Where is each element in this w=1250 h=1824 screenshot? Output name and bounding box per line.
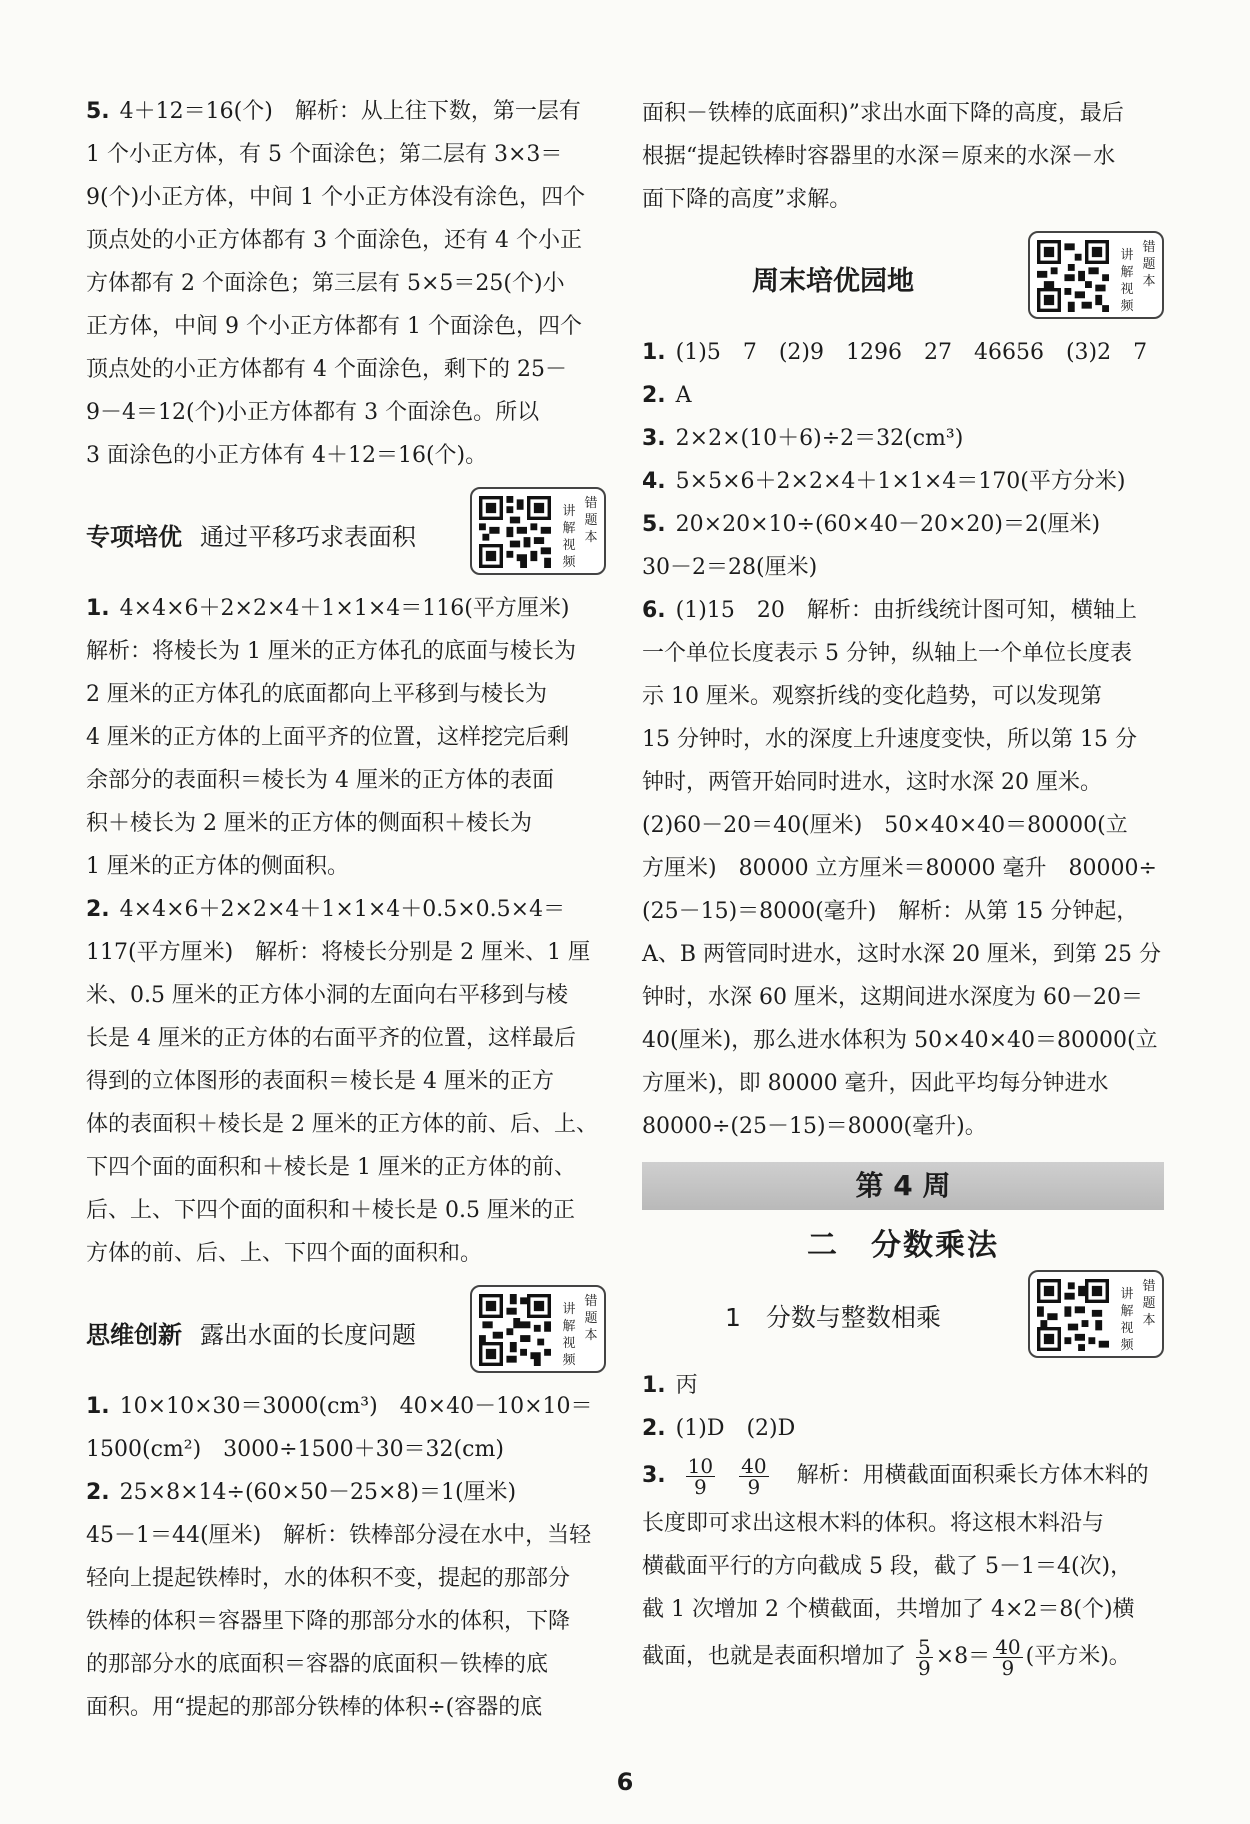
qr-code-badge[interactable] [470, 487, 606, 575]
text-line: 铁棒的体积＝容器里下降的那部分水的体积，下降 [86, 1609, 571, 1634]
fraction: $\frac{10}{9}$ [687, 1453, 714, 1499]
text-line: 1. 丙 [642, 1373, 698, 1398]
text-line: 1. 4×4×6＋2×2×4＋1×1×4＝116(平方厘米) [86, 596, 570, 621]
text-line: 余部分的表面积＝棱长为 4 厘米的正方体的表面 [86, 768, 554, 793]
section-title: 周末培优园地 [752, 266, 914, 297]
section-1-answers [86, 587, 606, 1275]
text-line: 长是 4 厘米的正方体的右面平齐的位置，这样最后 [86, 1026, 576, 1051]
chapter-title: 二 分数乘法 [807, 1228, 999, 1263]
text-line: 6. (1)15 20 解析：由折线统计图可知，横轴上 [642, 598, 1137, 623]
fraction: $\frac{5}{9}$ [918, 1634, 931, 1680]
text-line: 钟时，水深 60 厘米，这期间进水深度为 60－20＝ [642, 985, 1143, 1010]
section-2-answers [86, 1385, 606, 1729]
qr-label-book: 错题本 [1142, 1279, 1156, 1328]
text-line: 2. A [642, 383, 692, 408]
text-line: 2. (1)D (2)D [642, 1416, 796, 1441]
section-header-weekend [642, 231, 1164, 323]
answer-5-block [86, 90, 606, 477]
section-header-translation [86, 487, 606, 579]
qr-code-badge[interactable] [1028, 1270, 1164, 1358]
text-line: 2 厘米的正方体孔的底面都向上平移到与棱长为 [86, 682, 547, 707]
section-title: 思维创新 露出水面的长度问题 [86, 1321, 416, 1349]
text-line: 1. (1)5 7 (2)9 1296 27 46656 (3)2 7 [642, 340, 1148, 365]
text-line: 截 1 次增加 2 个横截面，共增加了 4×2＝8(个)横 [642, 1597, 1135, 1622]
text-line: 9(个)小正方体，中间 1 个小正方体没有涂色，四个 [86, 185, 586, 210]
qr-label-book: 错题本 [584, 1294, 598, 1343]
text-line: 方体都有 2 个面涂色；第三层有 5×5＝25(个)小 [86, 271, 565, 296]
qr-label-video: 讲解视频 [1120, 1287, 1134, 1353]
text-line: (25－15)＝8000(毫升) 解析：从第 15 分钟起， [642, 899, 1139, 924]
page-number: 6 [616, 1768, 634, 1796]
qr-label-video: 讲解视频 [562, 1302, 576, 1368]
text-line: 体的表面积＋棱长是 2 厘米的正方体的前、后、上、 [86, 1112, 598, 1137]
text-line: 1 厘米的正方体的侧面积。 [86, 854, 349, 879]
text-line: 轻向上提起铁棒时，水的体积不变，提起的那部分 [86, 1566, 571, 1591]
qr-label-book: 错题本 [1142, 240, 1156, 289]
qr-code-icon [479, 1294, 551, 1366]
text-line: 正方体，中间 9 个小正方体都有 1 个面涂色，四个 [86, 314, 582, 339]
text-line: 1 个小正方体，有 5 个面涂色；第二层有 3×3＝ [86, 142, 563, 167]
continuation-block [642, 92, 1164, 221]
qr-code-badge[interactable] [470, 1285, 606, 1373]
text-line: 示 10 厘米。观察折线的变化趋势，可以发现第 [642, 684, 1102, 709]
text-line: 面积。用“提起的那部分铁棒的体积÷(容器的底 [86, 1695, 543, 1720]
text-line: 下四个面的面积和＋棱长是 1 厘米的正方体的前、 [86, 1155, 576, 1180]
section-3-answers [642, 331, 1164, 1148]
text-line: 1500(cm²) 3000÷1500＋30＝32(cm) [86, 1437, 504, 1462]
left-column [86, 90, 606, 1729]
text-line: 方厘米) 80000 立方厘米＝80000 毫升 80000÷ [642, 856, 1157, 881]
text-line: 15 分钟时，水的深度上升速度变快，所以第 15 分 [642, 727, 1137, 752]
text-line: 长度即可求出这根木料的体积。将这根木料沿与 [642, 1511, 1105, 1536]
text-line: 5. 4＋12＝16(个) 解析：从上往下数，第一层有 [86, 99, 581, 124]
qr-label-book: 错题本 [584, 496, 598, 545]
qr-code-icon [1037, 240, 1109, 312]
text-line: 得到的立体图形的表面积＝棱长是 4 厘米的正方 [86, 1069, 554, 1094]
text-line: 截面，也就是表面积增加了 $\frac{5}{9}$ ×8＝ $\frac{40}{9}$ (平方米)。 [642, 1634, 1131, 1680]
section-header-lesson [642, 1270, 1164, 1356]
text-line: 解析：将棱长为 1 厘米的正方体孔的底面与棱长为 [86, 639, 576, 664]
text-line: 根据“提起铁棒时容器里的水深＝原来的水深－水 [642, 144, 1116, 169]
text-line: 80000÷(25－15)＝8000(毫升)。 [642, 1114, 987, 1139]
text-line: 117(平方厘米) 解析：将棱长分别是 2 厘米、1 厘 [86, 940, 591, 965]
text-line: 顶点处的小正方体都有 4 个面涂色，剩下的 25－ [86, 357, 567, 382]
section-header-innovation [86, 1285, 606, 1377]
text-line: 积＋棱长为 2 厘米的正方体的侧面积＋棱长为 [86, 811, 532, 836]
lesson-title: 1 分数与整数相乘 [725, 1303, 941, 1332]
text-line: 2. 25×8×14÷(60×50－25×8)＝1(厘米) [86, 1480, 517, 1505]
text-line: 钟时，两管开始同时进水，这时水深 20 厘米。 [642, 770, 1102, 795]
section-title: 专项培优 通过平移巧求表面积 [86, 523, 416, 551]
text-line: 方厘米)，即 80000 毫升，因此平均每分钟进水 [642, 1071, 1109, 1096]
text-line: 的那部分水的底面积＝容器的底面积－铁棒的底 [86, 1652, 549, 1677]
text-line: 4. 5×5×6＋2×2×4＋1×1×4＝170(平方分米) [642, 469, 1126, 494]
text-line: 横截面平行的方向截成 5 段，截了 5－1＝4(次)， [642, 1554, 1133, 1579]
text-line: 4 厘米的正方体的上面平齐的位置，这样挖完后剩 [86, 725, 569, 750]
text-line: 后、上、下四个面的面积和＋棱长是 0.5 厘米的正 [86, 1198, 575, 1223]
qr-code-icon [1037, 1279, 1109, 1351]
fraction: $\frac{40}{9}$ [741, 1453, 767, 1499]
fraction: $\frac{40}{9}$ [995, 1634, 1021, 1680]
text-line: 1. 10×10×30＝3000(cm³) 40×40－10×10＝ [86, 1394, 593, 1419]
text-line: 面下降的高度”求解。 [642, 187, 852, 212]
qr-code-icon [479, 496, 551, 568]
week-banner: 第 4 周 [642, 1162, 1164, 1210]
text-line: 5. 20×20×10÷(60×40－20×20)＝2(厘米) [642, 512, 1101, 537]
item-number: 5. [86, 99, 110, 124]
text-line: 3. $\frac{10}{9}$ $\frac{40}{9}$ 解析：用横截面面积乘长方体木料的 [642, 1453, 1149, 1499]
text-line: 方体的前、后、上、下四个面的面积和。 [86, 1241, 483, 1266]
qr-label-video: 讲解视频 [1120, 248, 1134, 314]
text-line: 3. 2×2×(10＋6)÷2＝32(cm³) [642, 426, 964, 451]
text-line: 2. 4×4×6＋2×2×4＋1×1×4＋0.5×0.5×4＝ [86, 897, 566, 922]
qr-label-video: 讲解视频 [562, 504, 576, 570]
text-line: 45－1＝44(厘米) 解析：铁棒部分浸在水中，当轻 [86, 1523, 592, 1548]
right-column [642, 92, 1164, 1683]
text-line: 9－4＝12(个)小正方体都有 3 个面涂色。所以 [86, 400, 540, 425]
text-line: 30－2＝28(厘米) [642, 555, 818, 580]
lesson-answers [642, 1364, 1164, 1683]
text-line: (2)60－20＝40(厘米) 50×40×40＝80000(立 [642, 813, 1128, 838]
text-line: 一个单位长度表示 5 分钟，纵轴上一个单位长度表 [642, 641, 1132, 666]
qr-code-badge[interactable] [1028, 231, 1164, 319]
text-line: 米、0.5 厘米的正方体小洞的左面向右平移到与棱 [86, 983, 568, 1008]
text-line: 3 面涂色的小正方体有 4＋12＝16(个)。 [86, 443, 488, 468]
text-line: A、B 两管同时进水，这时水深 20 厘米，到第 25 分 [642, 942, 1162, 967]
text-line: 面积－铁棒的底面积)”求出水面下降的高度，最后 [642, 101, 1124, 126]
text-line: 顶点处的小正方体都有 3 个面涂色，还有 4 个小正 [86, 228, 582, 253]
text-line: 40(厘米)，那么进水体积为 50×40×40＝80000(立 [642, 1028, 1158, 1053]
